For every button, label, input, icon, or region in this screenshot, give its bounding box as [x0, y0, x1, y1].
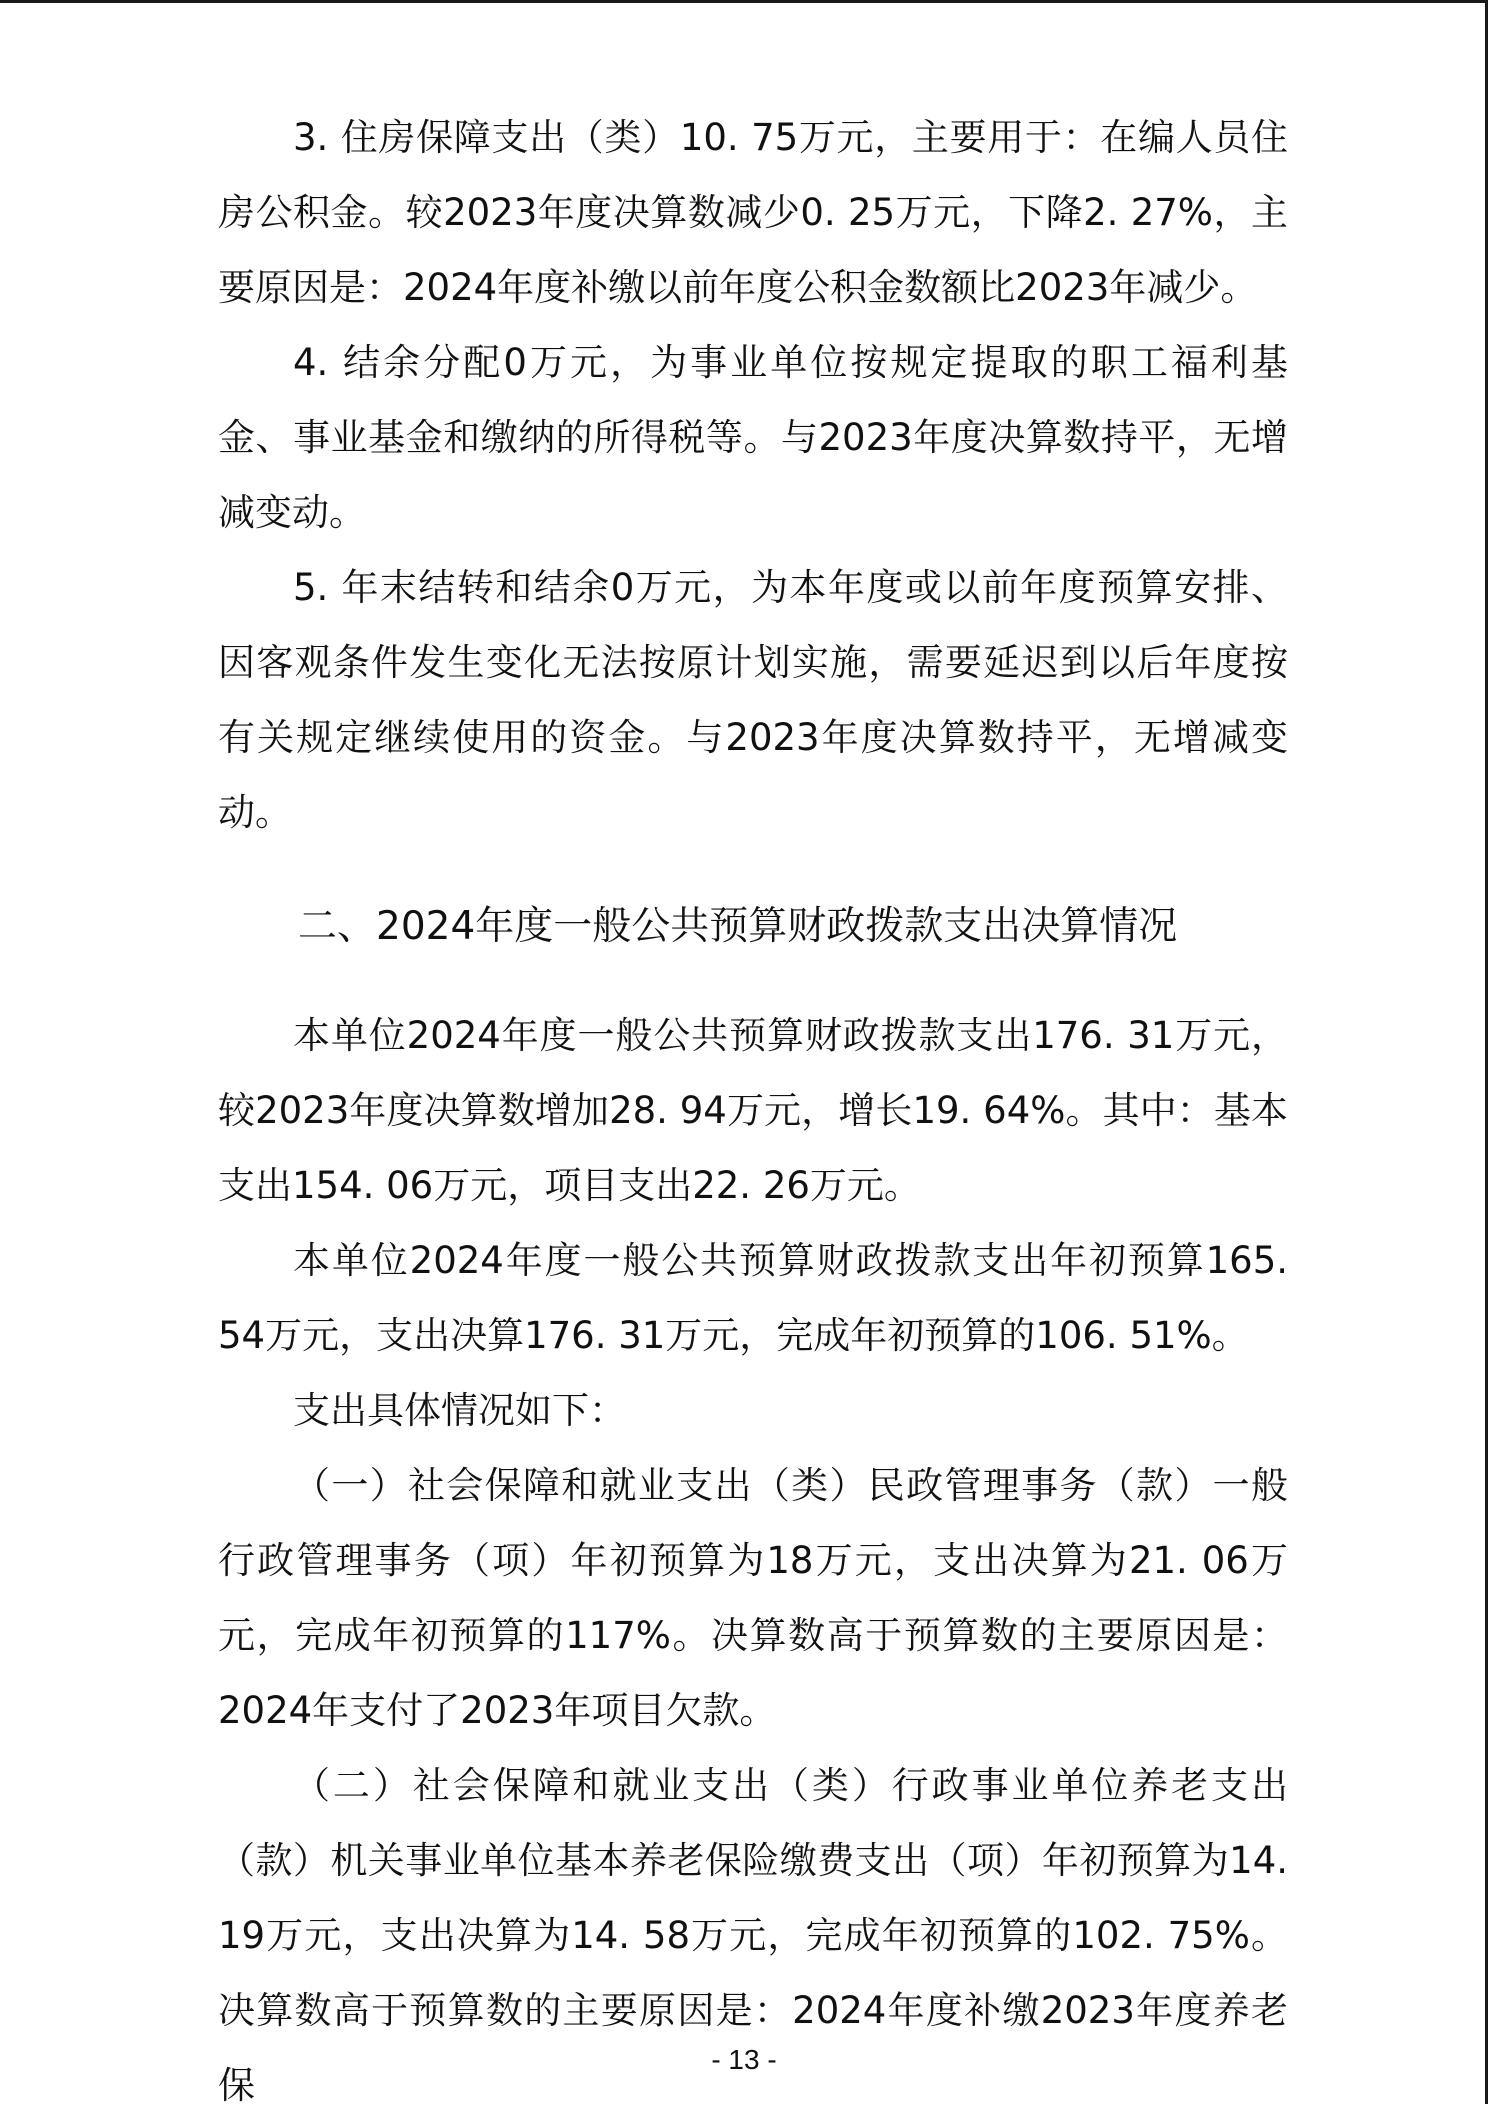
paragraph-item-one: （一）社会保障和就业支出（类）民政管理事务（款）一般行政管理事务（项）年初预算为18万元，支出决算为21. 06万元，完成年初预算的117%。决算数高于预算数的主要原因是：2024年支付了2023年项目欠款。	[218, 1464, 1288, 1732]
paragraph-general-budget-expenditure: 本单位2024年度一般公共预算财政拨款支出176. 31万元，较2023年度决算数增加28. 94万元，增长19. 64%。其中：基本支出154. 06万元，项目支出22. 26万元。	[218, 1014, 1288, 1207]
document-body	[218, 100, 1288, 2123]
paragraph-item-two: （二）社会保障和就业支出（类）行政事业单位养老支出（款）机关事业单位基本养老保险缴费支出（项）年初预算为14. 19万元，支出决算为14. 58万元，完成年初预算的102. 75%。决算数高于预算数的主要原因是：2024年度补缴2023年度养老保	[218, 1764, 1288, 2107]
top-border-line	[0, 0, 1488, 3]
paragraph-details-intro: 支出具体情况如下：	[293, 1389, 626, 1432]
paragraph-surplus-distribution: 4. 结余分配0万元，为事业单位按规定提取的职工福利基金、事业基金和缴纳的所得税等。与2023年度决算数持平，无增减变动。	[218, 341, 1288, 534]
paragraph-housing-expenditure: 3. 住房保障支出（类）10. 75万元，主要用于：在编人员住房公积金。较2023年度决算数减少0. 25万元，下降2. 27%，主要原因是：2024年度补缴以前年度公积金数额比2023年减少。	[218, 116, 1288, 309]
page-number: - 13 -	[711, 2044, 777, 2075]
section-heading: 二、2024年度一般公共预算财政拨款支出决算情况	[298, 904, 1178, 949]
paragraph-initial-budget: 本单位2024年度一般公共预算财政拨款支出年初预算165. 54万元，支出决算176. 31万元，完成年初预算的106. 51%。	[218, 1239, 1288, 1357]
paragraph-year-end-balance: 5. 年末结转和结余0万元，为本年度或以前年度预算安排、因客观条件发生变化无法按原计划实施，需要延迟到以后年度按有关规定继续使用的资金。与2023年度决算数持平，无增减变动。	[218, 566, 1288, 834]
